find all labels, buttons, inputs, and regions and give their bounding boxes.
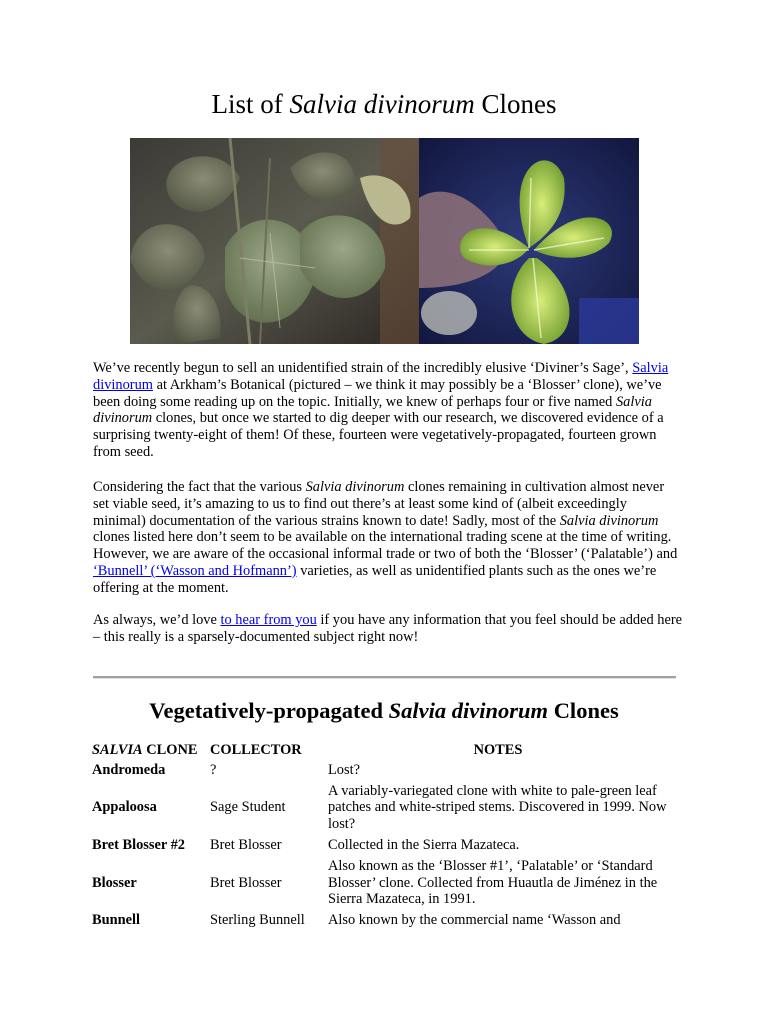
- table-row: [92, 836, 668, 857]
- intro-paragraph-1: We’ve recently begun to sell an unidentified strain of the incredibly elusive ‘Diviner’s Sage’, Salvia divinorum at Arkham’s Botanical (pictured – we think it may possibly be a ‘Blosser’ clone), we’ve been doing some reading up on the topic. Initially, we knew of perhaps four or five named Salvia divinorum clones, but once we started to dig deeper with our research, we discovered evidence of a surprising twenty-eight of them! Of these, fourteen were vegetatively-propagated, fourteen grown from seed.: [93, 360, 669, 460]
- mature-plant-photo: [130, 138, 419, 344]
- header-collector: COLLECTOR: [210, 742, 302, 758]
- table-row: [92, 782, 668, 836]
- seedling-photo: [419, 138, 639, 344]
- contact-link[interactable]: to hear from you: [220, 612, 317, 628]
- bunnell-link[interactable]: ‘Bunnell’ (‘Wasson and Hofmann’): [93, 562, 297, 579]
- header-clone: SALVIA CLONE: [92, 742, 198, 758]
- collector-name: Sage Student: [210, 799, 286, 816]
- clone-name: Bret Blosser #2: [92, 836, 185, 853]
- section-heading: Vegetatively-propagated Salvia divinorum Clones: [149, 698, 619, 723]
- clone-name: Appaloosa: [92, 799, 157, 816]
- collector-name: Bret Blosser: [210, 874, 282, 891]
- table-header-row: [92, 740, 668, 761]
- section-divider: [93, 676, 676, 679]
- clones-table: [92, 740, 668, 932]
- table-row: [92, 911, 668, 932]
- salvia-divinorum-link[interactable]: Salvia divinorum: [93, 360, 669, 393]
- clone-name: Bunnell: [92, 912, 140, 929]
- header-notes: NOTES: [473, 742, 523, 758]
- collector-name: ?: [210, 761, 217, 778]
- clone-notes: Also known by the commercial name ‘Wasson and: [328, 912, 621, 929]
- page-title: List of Salvia divinorum Clones: [211, 89, 557, 119]
- clone-notes: A variably-variegated clone with white to pale-green leaf patches and white-striped stems. Discovered in 1999. Now lost?: [328, 782, 667, 833]
- clone-notes: Collected in the Sierra Mazateca.: [328, 836, 520, 853]
- clone-name: Blosser: [92, 874, 137, 891]
- table-row: [92, 857, 668, 911]
- clone-name: Andromeda: [92, 761, 166, 778]
- collector-name: Bret Blosser: [210, 836, 282, 853]
- intro-paragraph-3: As always, we’d love to hear from you if you have any information that you feel should be added here – this really is a sparsely-documented subject right now!: [93, 612, 683, 645]
- table-row: [92, 761, 668, 782]
- plant-photos: [130, 138, 639, 344]
- clone-notes: Lost?: [328, 761, 360, 778]
- collector-name: Sterling Bunnell: [210, 912, 305, 929]
- clone-notes: Also known as the ‘Blosser #1’, ‘Palatable’ or ‘Standard Blosser’ clone. Collected from Huautla de Jiménez in the Sierra Mazateca, in 1991.: [328, 857, 658, 908]
- intro-paragraph-2: Considering the fact that the various Salvia divinorum clones remaining in cultivation almost never set viable seed, it’s amazing to us to find out there’s at least some kind of (albeit exceedingly minimal) documentation of the various strains known to date! Sadly, most of the Salvia divinorum clones listed here don’t seem to be available on the international trading scene at the time of writing. However, we are aware of the occasional informal trade or two of both the ‘Blosser’ (‘Palatable’) and ‘Bunnell’ (‘Wasson and Hofmann’) varieties, as well as unidentified plants such as the ones we’re offering at the moment.: [93, 479, 678, 596]
